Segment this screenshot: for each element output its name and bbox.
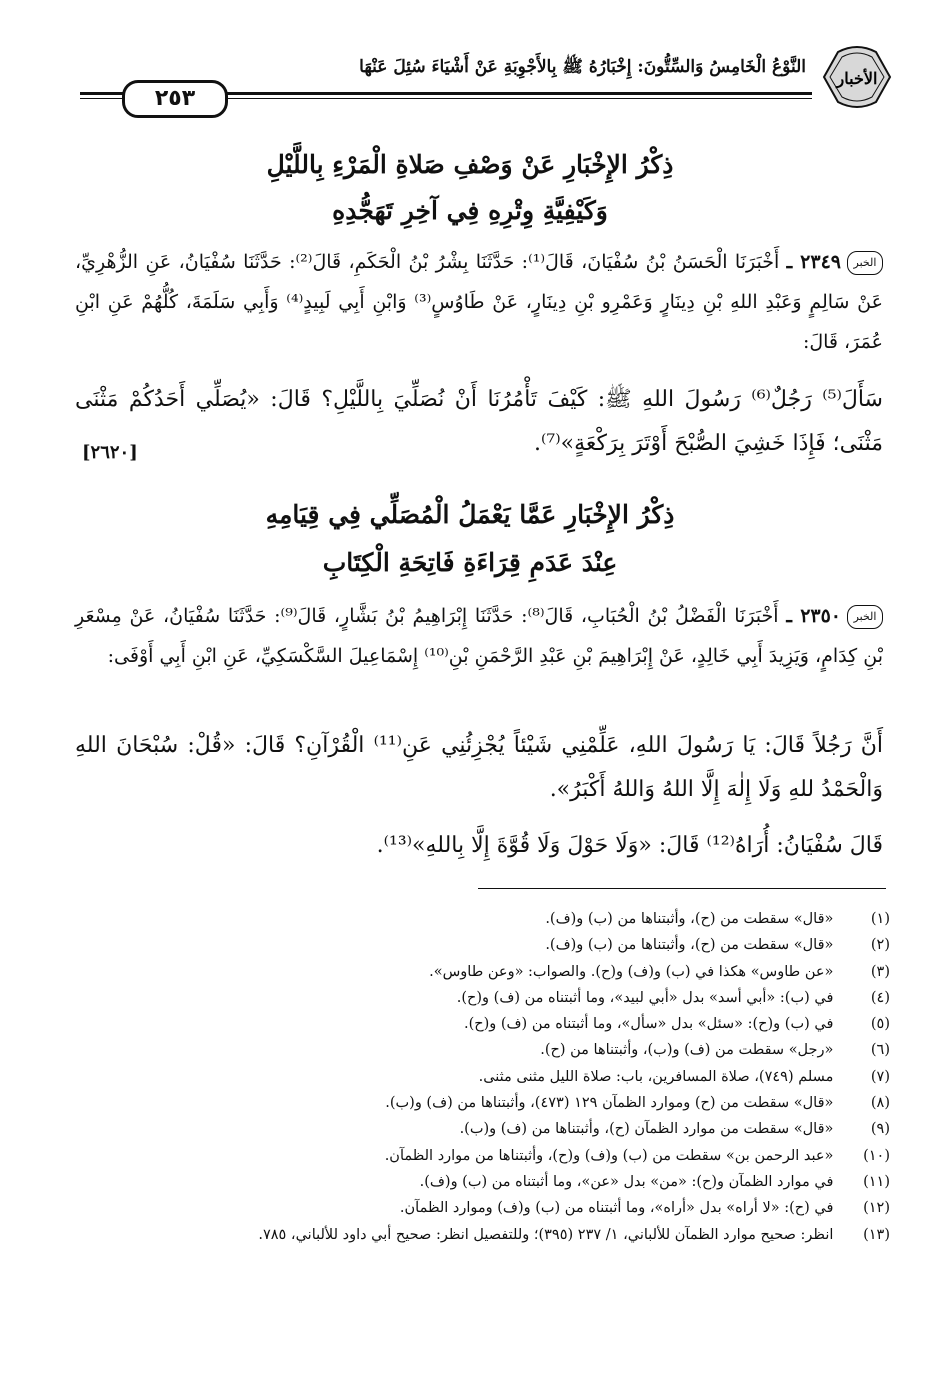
chapter-badge-icon <box>816 44 898 110</box>
footnote-item <box>70 1090 890 1116</box>
footnote-separator <box>478 888 886 889</box>
header-rule-left <box>80 92 124 95</box>
footnote-number: (١١) <box>863 1173 890 1190</box>
khabar-badge-icon: الخبر <box>847 605 883 629</box>
hadith-reference: [٢٦٢٠] <box>82 442 138 463</box>
footnote-text: في (ب): «أبي أسد» بدل «أبي لبيد»، وما أثبتناه من (ف) و(ح). <box>456 989 834 1006</box>
footnote-item <box>70 1037 890 1063</box>
hadith-number: ٢٣٤٩ ـ <box>786 251 841 273</box>
isnad-text: أَخْبَرَنَا الْفَضْلُ بْنُ الْحُبَابِ، قَالَ⁽⁸⁾: حَدَّثَنَا إِبْرَاهِيمُ بْنُ بَشَّارٍ، قَالَ⁽⁹⁾: حَدَّثَنَا سُفْيَانُ، عَنْ مِسْعَرِ بْنِ كِدَامٍ، وَيَزِيدَ أَبِي خَالِدٍ، عَنْ إِبْرَاهِيمَ بْنِ عَبْدِ الرَّحْمَنِ بْنِ⁽¹⁰⁾ إِسْمَاعِيلَ السَّكْسَكِيِّ، عَنِ ابْنِ أَبِي أَوْفَى: <box>75 605 883 667</box>
header-rule <box>255 92 812 95</box>
hadith-number: ٢٣٥٠ ـ <box>786 605 842 627</box>
footnote-text: في (ب) و(ح): «سئل» بدل «سأل»، وما أثبتناه من (ف) و(ح). <box>463 1016 834 1033</box>
footnote-text: «قال» سقطت من (ح)، وأثبتناها من (ب) و(ف). <box>545 937 834 954</box>
footnote-number: (١٢) <box>863 1200 890 1217</box>
hadith-2350-sufyan: قَالَ سُفْيَانُ: أُرَاهُ⁽¹²⁾ قَالَ: «وَلَا حَوْلَ وَلَا قُوَّةَ إِلَّا بِاللهِ»⁽¹³⁾. <box>376 833 883 858</box>
header-rule-thin <box>255 98 812 99</box>
khabar-badge-icon: الخبر <box>847 251 883 275</box>
footnote-text: «قال» سقطت من (ح)، وأثبتناها من (ب) و(ف). <box>545 911 834 927</box>
footnote-item <box>70 1222 890 1248</box>
footnote-number: (٤) <box>870 989 890 1006</box>
footnote-text: «عن طاوس» هكذا في (ب) و(ف) و(ح). والصواب: «وعن طاوس». <box>429 963 834 980</box>
footnote-item <box>70 1116 890 1142</box>
footnote-item <box>70 1011 890 1037</box>
footnote-number: (٢) <box>870 937 890 954</box>
footnote-number: (٧) <box>870 1068 890 1085</box>
footnote-number: (١٠) <box>863 1147 890 1164</box>
footnote-number: (٣) <box>870 963 890 980</box>
footnote-item <box>70 1195 890 1221</box>
hadith-2349-matn: سَأَلَ⁽⁵⁾ رَجُلٌ⁽⁶⁾ رَسُولَ اللهِ ﷺ: كَيْفَ تَأْمُرُنَا أَنْ نُصَلِّيَ بِاللَّيْلِ؟ قَالَ: «يُصَلِّي أَحَدُكُمْ مَثْنَى مَثْنَى؛ فَإِذَا خَشِيَ الصُّبْحَ أَوْتَرَ بِرَكْعَةٍ»⁽⁷⁾. <box>75 387 883 456</box>
footnote-number: (٩) <box>870 1121 890 1138</box>
footnote-item <box>70 1064 890 1090</box>
footnote-text: في موارد الظمآن و(ح): «من» بدل «عن»، وما أثبتناه من (ب) و(ف). <box>419 1173 834 1190</box>
footnote-item <box>70 906 890 932</box>
hadith-2350-matn: أَنَّ رَجُلاً قَالَ: يَا رَسُولَ اللهِ، عَلِّمْنِي شَيْئاً يُجْزِئُنِي عَنِ⁽¹¹⁾ الْقُرْآنِ؟ قَالَ: «قُلْ: سُبْحَانَ اللهِ وَالْحَمْدُ للهِ وَلَا إِلٰهَ إِلَّا اللهُ وَاللهُ أَكْبَرُ». <box>75 733 883 802</box>
footnote-number: (٨) <box>870 1095 890 1112</box>
chapter-badge-label: الأخبار <box>836 69 878 88</box>
footnote-item <box>70 932 890 958</box>
page-header <box>40 40 898 110</box>
footnote-text: «قال» سقطت من (ح) وموارد الظمآن ١٢٩ (٤٧٣)، وأثبتناها من (ف) و(ب). <box>385 1095 834 1112</box>
footnote-number: (١٣) <box>863 1226 890 1243</box>
footnote-item <box>70 985 890 1011</box>
footnote-item <box>70 1143 890 1169</box>
header-rule-mid-thin <box>225 98 257 99</box>
footnote-number: (٥) <box>870 1016 890 1033</box>
footnote-text: مسلم (٧٤٩)، صلاة المسافرين، باب: صلاة الليل مثنى مثنى. <box>478 1068 834 1085</box>
footnote-text: «قال» سقطت من موارد الظمآن (ح)، وأثبتناها من (ف) و(ب). <box>459 1121 834 1138</box>
footnote-text: «رجل» سقطت من (ف) و(ب)، وأثبتناها من (ح). <box>540 1042 834 1059</box>
header-rule-mid <box>225 92 257 95</box>
footnote-number: (٦) <box>870 1042 890 1059</box>
footnote-text: «عبد الرحمن بن» سقطت من (ب) و(ف) و(ح)، وأثبتناها من موارد الظمآن. <box>384 1147 834 1164</box>
section1-heading-line1: ذِكْرُ الإِخْبَارِ عَنْ وَصْفِ صَلاةِ الْمَرْءِ بِاللَّيْلِ <box>266 150 674 179</box>
footnote-item <box>70 1169 890 1195</box>
section2-heading-line2: عِنْدَ عَدَمِ قِرَاءَةِ فَاتِحَةِ الْكِتَابِ <box>322 548 618 577</box>
footnotes <box>70 906 890 1248</box>
running-title: النَّوْعُ الْخَامِسُ وَالسِّتُّونَ: إِخْبَارُهُ ﷺ بِالأَجْوِبَةِ عَنْ أَشْيَاءَ سُئِلَ عَنْهَا <box>359 57 806 77</box>
footnote-item <box>70 959 890 985</box>
isnad-text: أَخْبَرَنَا الْحَسَنُ بْنُ سُفْيَانَ، قَالَ⁽¹⁾: حَدَّثَنَا بِشْرُ بْنُ الْحَكَمِ، قَالَ⁽²⁾: حَدَّثَنَا سُفْيَانُ، عَنِ الزُّهْرِيِّ، عَنْ سَالِمٍ وَعَبْدِ اللهِ بْنِ دِينَارٍ وَعَمْرِو بْنِ دِينَارٍ، عَنْ طَاوُسٍ⁽³⁾ وَابْنِ أَبِي لَبِيدٍ⁽⁴⁾ وَأَبِي سَلَمَةَ، كُلُّهُمْ عَنِ ابْنِ عُمَرَ، قَالَ: <box>75 251 883 353</box>
footnote-text: في (ح): «لا أراه» بدل «أراه»، وما أثبتناه من (ب) و(ف) وموارد الظمآن. <box>399 1200 834 1217</box>
footnote-text: انظر: صحيح موارد الظمآن للألباني، ١/ ٢٣٧ (٣٩٥)؛ وللتفصيل انظر: صحيح أبي داود للألباني، ٧٨٥. <box>258 1226 834 1243</box>
section1-heading-line2: وَكَيْفِيَّةِ وِتْرِهِ فِي آخِرِ تَهَجُّدِهِ <box>332 196 608 225</box>
page-number: ٢٥٣ <box>122 80 228 118</box>
section2-heading-line1: ذِكْرُ الإِخْبَارِ عَمَّا يَعْمَلُ الْمُصَلِّي فِي قِيَامِهِ <box>265 500 675 529</box>
hadith-2349-isnad <box>75 242 883 372</box>
hadith-2350-isnad <box>75 596 883 720</box>
header-rule-left-thin <box>80 98 124 99</box>
footnote-number: (١) <box>870 911 890 927</box>
